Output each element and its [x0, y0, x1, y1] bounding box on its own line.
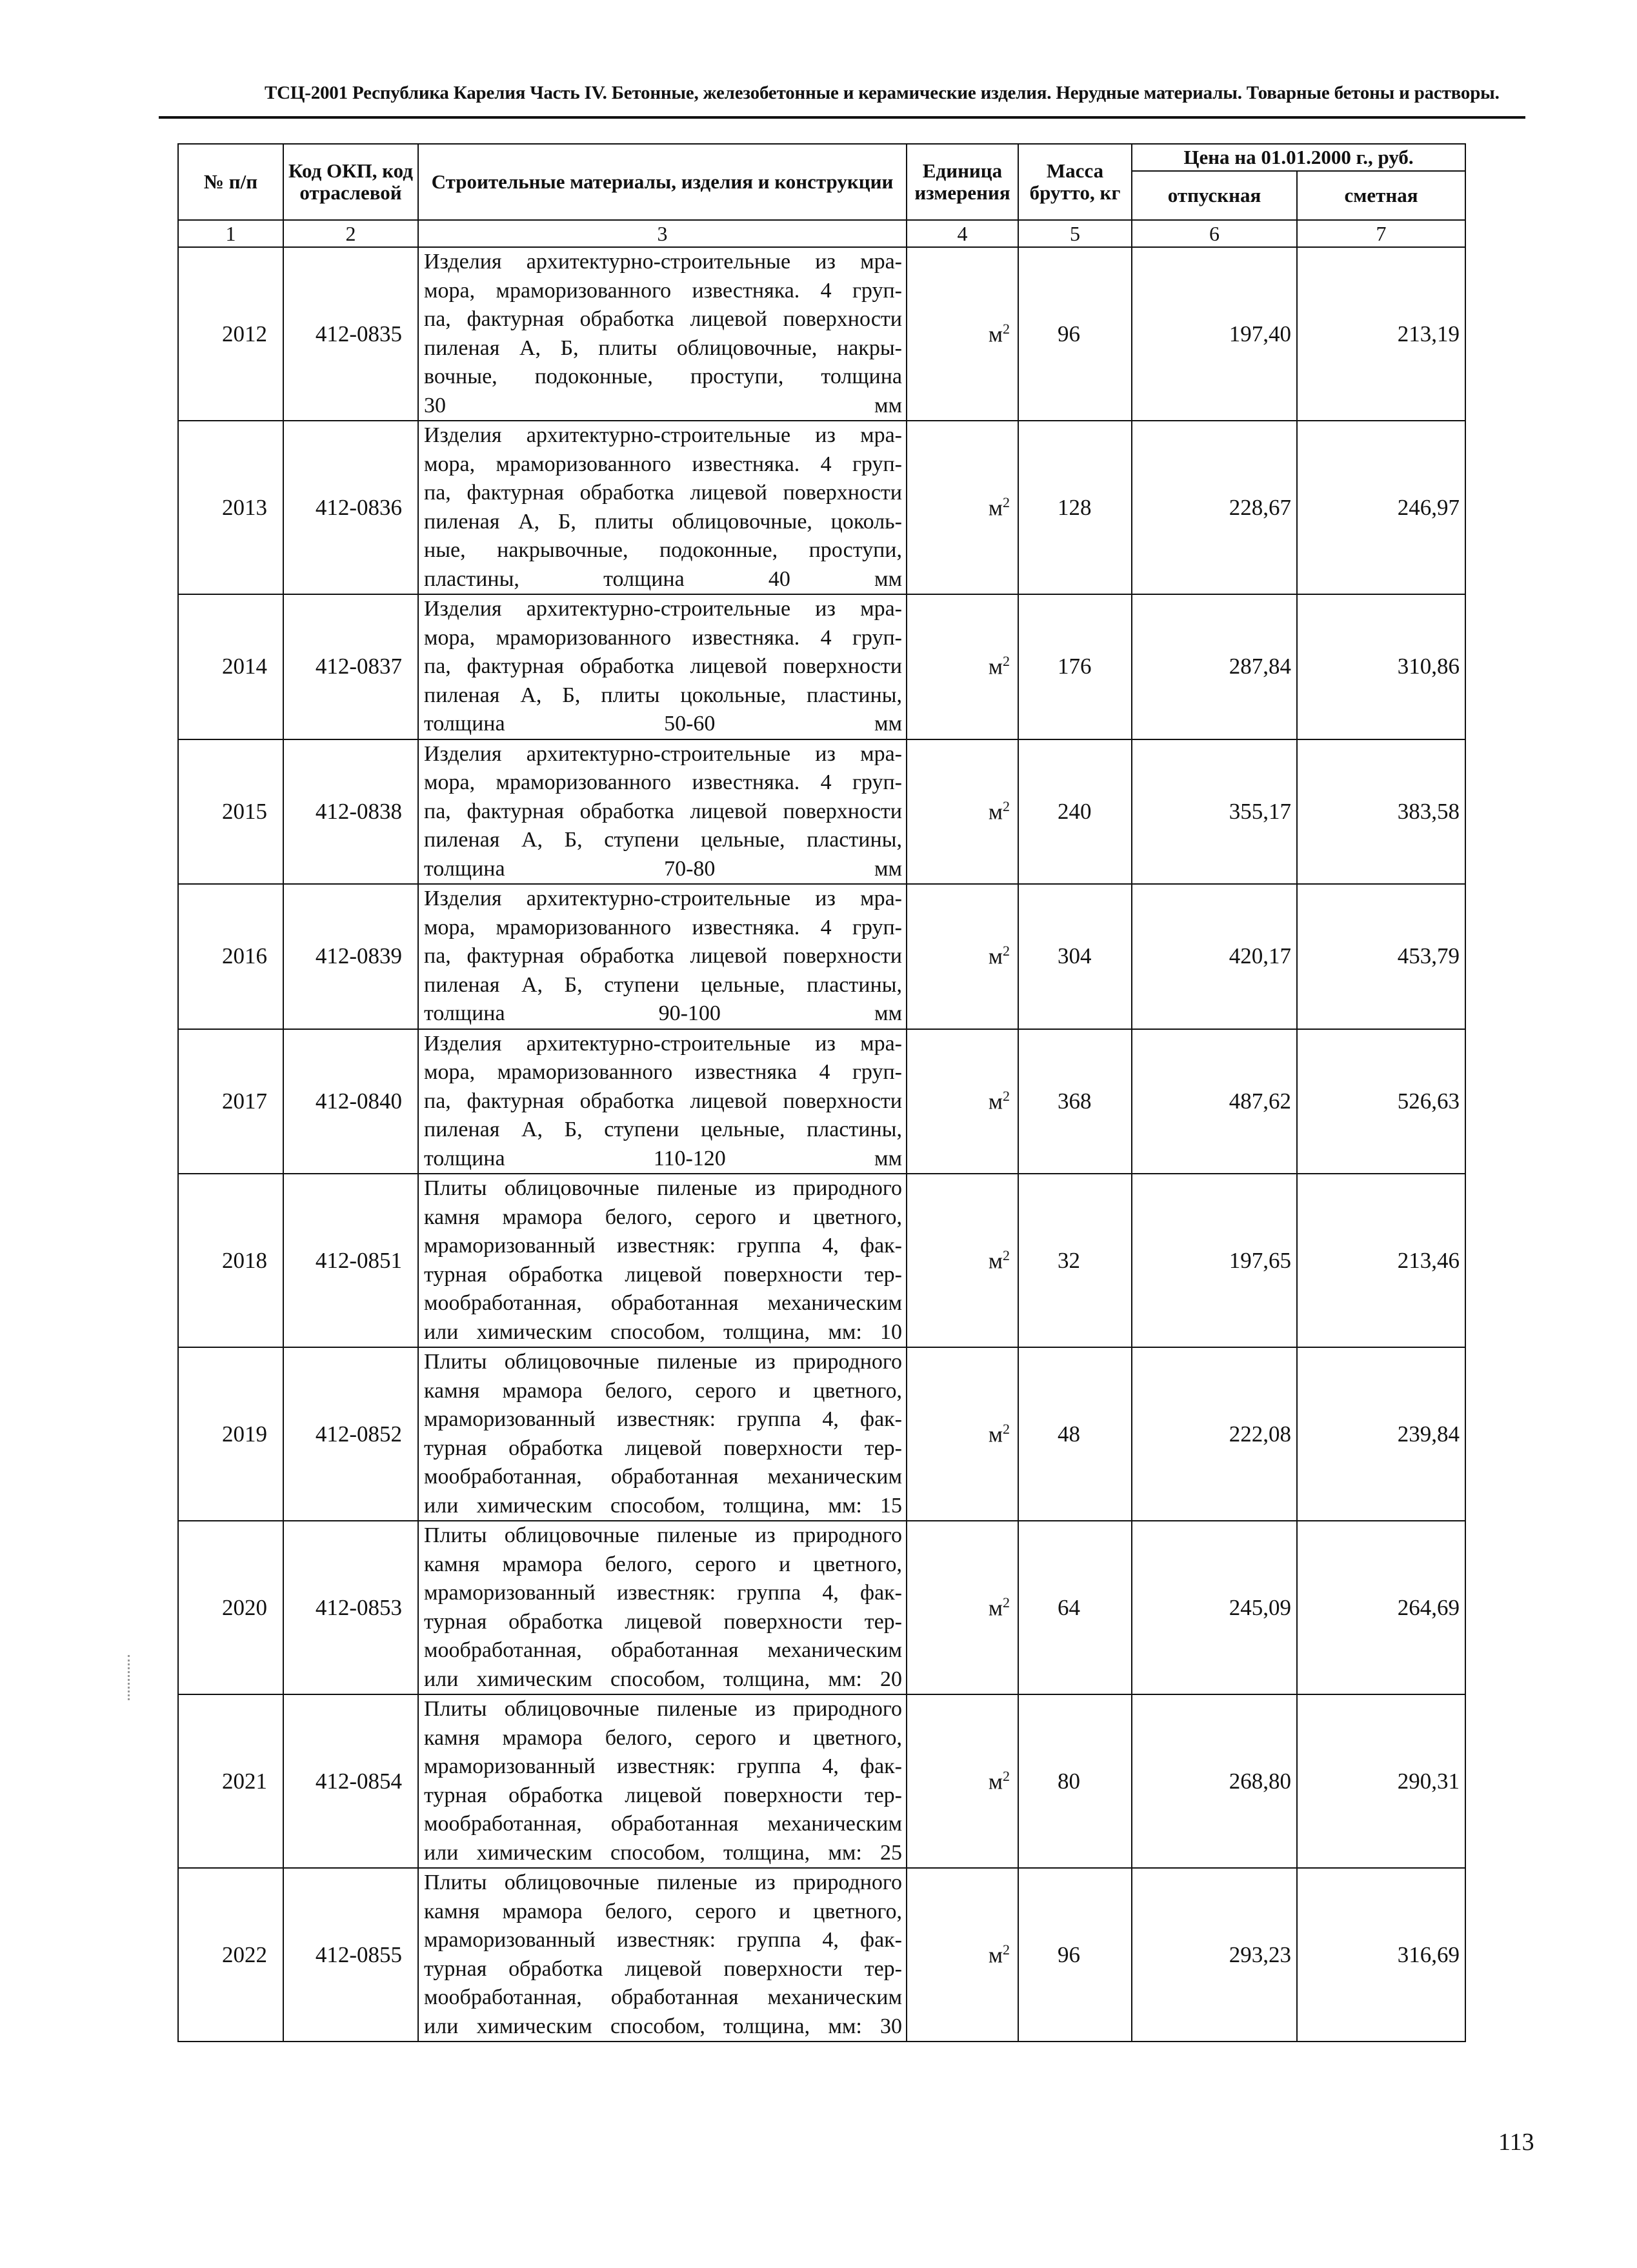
unit-cell — [907, 594, 1018, 739]
gross-mass: 64 — [1018, 1521, 1132, 1694]
description-line: камня мрамора белого, серого и цветного, — [424, 1725, 902, 1750]
price-release: 197,40 — [1132, 247, 1297, 421]
unit-value: м — [988, 1421, 1003, 1447]
price-table — [177, 143, 1466, 2042]
gross-mass: 176 — [1018, 594, 1132, 739]
unit-cell — [907, 1174, 1018, 1347]
column-number: 3 — [418, 220, 907, 247]
okp-code: 412-0839 — [283, 884, 418, 1029]
description-line: 30 мм — [424, 393, 902, 417]
material-description — [418, 421, 907, 594]
description-line: камня мрамора белого, серого и цветного, — [424, 1899, 902, 1923]
unit-exponent: 2 — [1003, 943, 1010, 959]
row-number: 2020 — [178, 1521, 283, 1694]
unit-cell — [907, 884, 1018, 1029]
row-number: 2022 — [178, 1868, 283, 2042]
description-line: пиленая А, Б, плиты цокольные, пластины, — [424, 683, 902, 707]
page-number: 113 — [1498, 2129, 1534, 2156]
material-description — [418, 1521, 907, 1694]
unit-value: м — [988, 1942, 1003, 1968]
table-row — [178, 884, 1465, 1029]
unit-value: м — [988, 495, 1003, 521]
description-line: турная обработка лицевой поверхности тер- — [424, 1262, 902, 1287]
description-line: турная обработка лицевой поверхности тер- — [424, 1436, 902, 1460]
material-description — [418, 594, 907, 739]
description-line: Плиты облицовочные пиленые из природного — [424, 1697, 902, 1721]
material-description — [418, 1347, 907, 1521]
column-number-row — [178, 220, 1465, 247]
description-line: толщина 70-80 мм — [424, 856, 902, 881]
description-line: па, фактурная обработка лицевой поверхности — [424, 481, 902, 505]
description-line: или химическим способом, толщина, мм: 25 — [424, 1840, 902, 1865]
header-unit: Единица измерения — [907, 144, 1018, 220]
okp-code: 412-0852 — [283, 1347, 418, 1521]
unit-cell — [907, 421, 1018, 594]
description-line: пиленая А, Б, плиты облицовочные, накры- — [424, 336, 902, 360]
description-line: турная обработка лицевой поверхности тер- — [424, 1956, 902, 1981]
okp-code: 412-0853 — [283, 1521, 418, 1694]
unit-exponent: 2 — [1003, 320, 1010, 337]
table-row — [178, 421, 1465, 594]
description-line: турная обработка лицевой поверхности тер- — [424, 1783, 902, 1807]
price-estimate: 453,79 — [1297, 884, 1465, 1029]
table-row — [178, 1521, 1465, 1694]
margin-mark — [128, 1655, 132, 1700]
unit-exponent: 2 — [1003, 653, 1010, 670]
unit-cell — [907, 1029, 1018, 1174]
row-number: 2013 — [178, 421, 283, 594]
description-line: Изделия архитектурно-строительные из мра- — [424, 250, 902, 274]
description-line: толщина 50-60 мм — [424, 712, 902, 736]
gross-mass: 128 — [1018, 421, 1132, 594]
header-price-estimate: сметная — [1297, 171, 1465, 220]
description-line: или химическим способом, толщина, мм: 10 — [424, 1320, 902, 1344]
header-mass: Масса брутто, кг — [1018, 144, 1132, 220]
unit-value: м — [988, 799, 1003, 825]
price-release: 355,17 — [1132, 739, 1297, 885]
unit-exponent: 2 — [1003, 798, 1010, 814]
okp-code: 412-0855 — [283, 1868, 418, 2042]
okp-code: 412-0836 — [283, 421, 418, 594]
description-line: мообработанная, обработанная механическим — [424, 1638, 902, 1662]
description-line: па, фактурная обработка лицевой поверхности — [424, 799, 902, 823]
price-estimate: 526,63 — [1297, 1029, 1465, 1174]
unit-exponent: 2 — [1003, 1247, 1010, 1263]
description-line: мора, мраморизованного известняка. 4 груп- — [424, 278, 902, 303]
description-line: мора, мраморизованного известняка. 4 груп- — [424, 452, 902, 476]
description-line: мраморизованный известняк: группа 4, фак- — [424, 1754, 902, 1778]
row-number: 2018 — [178, 1174, 283, 1347]
price-release: 222,08 — [1132, 1347, 1297, 1521]
unit-cell — [907, 1694, 1018, 1868]
header-rule — [159, 116, 1525, 119]
description-line: мраморизованный известняк: группа 4, фак- — [424, 1234, 902, 1258]
unit-exponent: 2 — [1003, 1087, 1010, 1104]
gross-mass: 304 — [1018, 884, 1132, 1029]
description-line: Плиты облицовочные пиленые из природного — [424, 1176, 902, 1200]
row-number: 2015 — [178, 739, 283, 885]
price-estimate: 213,46 — [1297, 1174, 1465, 1347]
material-description — [418, 1868, 907, 2042]
column-number: 1 — [178, 220, 283, 247]
description-line: мообработанная, обработанная механическим — [424, 1291, 902, 1315]
description-line: Плиты облицовочные пиленые из природного — [424, 1523, 902, 1547]
description-line: мора, мраморизованного известняка 4 груп- — [424, 1060, 902, 1084]
description-line: Изделия архитектурно-строительные из мра- — [424, 597, 902, 621]
description-line: мообработанная, обработанная механическим — [424, 1465, 902, 1489]
description-line: мраморизованный известняк: группа 4, фак- — [424, 1928, 902, 1952]
unit-exponent: 2 — [1003, 1941, 1010, 1958]
gross-mass: 80 — [1018, 1694, 1132, 1868]
column-number: 2 — [283, 220, 418, 247]
column-number: 4 — [907, 220, 1018, 247]
description-line: Плиты облицовочные пиленые из природного — [424, 1871, 902, 1894]
description-line: пиленая А, Б, плиты облицовочные, цоколь- — [424, 509, 902, 534]
price-release: 293,23 — [1132, 1868, 1297, 2042]
price-release: 197,65 — [1132, 1174, 1297, 1347]
price-release: 228,67 — [1132, 421, 1297, 594]
row-number: 2019 — [178, 1347, 283, 1521]
okp-code: 412-0835 — [283, 247, 418, 421]
header-code: Код ОКП, код отраслевой — [283, 144, 418, 220]
description-line: мора, мраморизованного известняка. 4 груп- — [424, 915, 902, 939]
table-row — [178, 1174, 1465, 1347]
row-number: 2012 — [178, 247, 283, 421]
description-line: па, фактурная обработка лицевой поверхности — [424, 944, 902, 968]
description-line: мообработанная, обработанная механическим — [424, 1985, 902, 2009]
unit-cell — [907, 739, 1018, 885]
description-line: толщина 110-120 мм — [424, 1146, 902, 1170]
price-release: 487,62 — [1132, 1029, 1297, 1174]
unit-cell — [907, 247, 1018, 421]
description-line: пиленая А, Б, ступени цельные, пластины, — [424, 828, 902, 852]
unit-value: м — [988, 654, 1003, 680]
description-line: па, фактурная обработка лицевой поверхности — [424, 1089, 902, 1113]
unit-exponent: 2 — [1003, 494, 1010, 510]
row-number: 2021 — [178, 1694, 283, 1868]
row-number: 2016 — [178, 884, 283, 1029]
table-row — [178, 247, 1465, 421]
unit-exponent: 2 — [1003, 1594, 1010, 1611]
okp-code: 412-0840 — [283, 1029, 418, 1174]
price-estimate: 246,97 — [1297, 421, 1465, 594]
header-price-group: Цена на 01.01.2000 г., руб. — [1132, 144, 1465, 171]
price-estimate: 316,69 — [1297, 1868, 1465, 2042]
description-line: вочные, подоконные, проступи, толщина — [424, 365, 902, 388]
description-line: Изделия архитектурно-строительные из мра- — [424, 887, 902, 910]
row-number: 2017 — [178, 1029, 283, 1174]
header-price-release: отпускная — [1132, 171, 1297, 220]
gross-mass: 240 — [1018, 739, 1132, 885]
unit-exponent: 2 — [1003, 1767, 1010, 1784]
unit-cell — [907, 1347, 1018, 1521]
description-line: камня мрамора белого, серого и цветного, — [424, 1378, 902, 1403]
description-line: Изделия архитектурно-строительные из мра- — [424, 423, 902, 447]
okp-code: 412-0851 — [283, 1174, 418, 1347]
description-line: па, фактурная обработка лицевой поверхности — [424, 654, 902, 678]
unit-value: м — [988, 1089, 1003, 1114]
description-line: пиленая А, Б, ступени цельные, пластины, — [424, 1118, 902, 1141]
table-row — [178, 739, 1465, 885]
description-line: Изделия архитектурно-строительные из мра- — [424, 1031, 902, 1056]
description-line: турная обработка лицевой поверхности тер- — [424, 1609, 902, 1634]
description-line: или химическим способом, толщина, мм: 30 — [424, 2014, 902, 2038]
table-row — [178, 1029, 1465, 1174]
table-row — [178, 1868, 1465, 2042]
description-line: камня мрамора белого, серого и цветного, — [424, 1205, 902, 1229]
description-line: мора, мраморизованного известняка. 4 груп- — [424, 770, 902, 794]
description-line: пиленая А, Б, ступени цельные, пластины, — [424, 972, 902, 997]
description-line: или химическим способом, толщина, мм: 15 — [424, 1493, 902, 1518]
okp-code: 412-0854 — [283, 1694, 418, 1868]
description-line: па, фактурная обработка лицевой поверхности — [424, 307, 902, 331]
unit-cell — [907, 1868, 1018, 2042]
price-release: 420,17 — [1132, 884, 1297, 1029]
gross-mass: 96 — [1018, 247, 1132, 421]
price-estimate: 239,84 — [1297, 1347, 1465, 1521]
description-line: камня мрамора белого, серого и цветного, — [424, 1552, 902, 1576]
description-line: ные, накрывочные, подоконные, проступи, — [424, 538, 902, 562]
column-number: 6 — [1132, 220, 1297, 247]
page-header: ТСЦ-2001 Республика Карелия Часть IV. Бетонные, железобетонные и керамические изделия. Нерудные материалы. Товарные бетоны и растворы. — [265, 83, 1500, 103]
price-release: 287,84 — [1132, 594, 1297, 739]
okp-code: 412-0838 — [283, 739, 418, 885]
price-estimate: 264,69 — [1297, 1521, 1465, 1694]
unit-value: м — [988, 1595, 1003, 1621]
table-row — [178, 1347, 1465, 1521]
gross-mass: 48 — [1018, 1347, 1132, 1521]
gross-mass: 32 — [1018, 1174, 1132, 1347]
price-estimate: 310,86 — [1297, 594, 1465, 739]
description-line: или химическим способом, толщина, мм: 20 — [424, 1667, 902, 1691]
gross-mass: 368 — [1018, 1029, 1132, 1174]
description-line: мора, мраморизованного известняка. 4 груп- — [424, 625, 902, 650]
price-estimate: 213,19 — [1297, 247, 1465, 421]
description-line: Изделия архитектурно-строительные из мра- — [424, 741, 902, 766]
material-description — [418, 1694, 907, 1868]
price-estimate: 290,31 — [1297, 1694, 1465, 1868]
price-release: 268,80 — [1132, 1694, 1297, 1868]
description-line: мраморизованный известняк: группа 4, фак- — [424, 1581, 902, 1605]
material-description — [418, 247, 907, 421]
okp-code: 412-0837 — [283, 594, 418, 739]
row-number: 2014 — [178, 594, 283, 739]
price-release: 245,09 — [1132, 1521, 1297, 1694]
description-line: пластины, толщина 40 мм — [424, 567, 902, 591]
material-description — [418, 1029, 907, 1174]
unit-value: м — [988, 321, 1003, 347]
table-row — [178, 1694, 1465, 1868]
price-estimate: 383,58 — [1297, 739, 1465, 885]
unit-value: м — [988, 1769, 1003, 1794]
table-row — [178, 594, 1465, 739]
unit-cell — [907, 1521, 1018, 1694]
material-description — [418, 1174, 907, 1347]
description-line: Плиты облицовочные пиленые из природного — [424, 1350, 902, 1374]
header-num: № п/п — [178, 144, 283, 220]
unit-value: м — [988, 1248, 1003, 1274]
material-description — [418, 884, 907, 1029]
material-description — [418, 739, 907, 885]
unit-value: м — [988, 944, 1003, 970]
column-number: 5 — [1018, 220, 1132, 247]
column-number: 7 — [1297, 220, 1465, 247]
unit-exponent: 2 — [1003, 1420, 1010, 1437]
gross-mass: 96 — [1018, 1868, 1132, 2042]
description-line: мообработанная, обработанная механическим — [424, 1812, 902, 1836]
description-line: мраморизованный известняк: группа 4, фак- — [424, 1407, 902, 1431]
header-name: Строительные материалы, изделия и конструкции — [418, 144, 907, 220]
description-line: толщина 90-100 мм — [424, 1001, 902, 1025]
